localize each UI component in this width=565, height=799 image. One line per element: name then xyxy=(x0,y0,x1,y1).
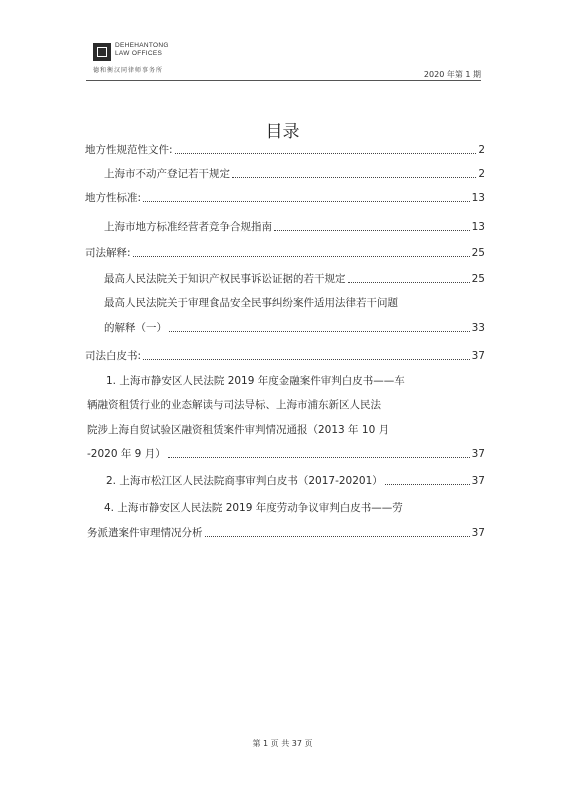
toc-entry-page: 25 xyxy=(471,247,485,259)
toc-entry-title: 上海市不动产登记若干规定 xyxy=(104,168,230,180)
toc-entry-page: 37 xyxy=(471,350,485,362)
leader-dots xyxy=(274,230,470,231)
toc-entry-title: 司法白皮书: xyxy=(85,350,142,362)
leader-dots xyxy=(385,484,470,485)
logo-mark-icon xyxy=(93,43,111,61)
toc-entry-page: 37 xyxy=(471,475,485,487)
toc-entry[interactable] xyxy=(104,220,485,234)
toc-entry-title-line: 辆融资租赁行业的业态解读与司法导标、上海市浦东新区人民法 xyxy=(87,399,381,411)
toc-entry-title-line: 最高人民法院关于审理食品安全民事纠纷案件适用法律若干问题 xyxy=(104,297,398,309)
toc-entry[interactable] xyxy=(104,167,485,181)
logo-text-en-2: LAW OFFICES xyxy=(115,50,163,57)
toc-entry[interactable] xyxy=(106,474,485,488)
toc-entry-title: 地方性规范性文件: xyxy=(85,144,173,156)
toc-entry[interactable] xyxy=(104,272,485,286)
toc-entry-title: 的解释（一） xyxy=(104,322,167,334)
leader-dots xyxy=(143,359,470,360)
toc-entry-page: 33 xyxy=(471,322,485,334)
header-divider xyxy=(86,80,481,81)
toc-entry[interactable] xyxy=(104,321,485,335)
leader-dots xyxy=(175,153,477,154)
toc-entry-title: 地方性标准: xyxy=(85,192,142,204)
toc-entry-title-line: 院涉上海自贸试验区融资租赁案件审判情况通报（2013 年 10 月 xyxy=(87,424,390,436)
toc-entry-page: 25 xyxy=(471,273,485,285)
toc-entry-page: 2 xyxy=(478,168,485,180)
leader-dots xyxy=(169,331,470,332)
toc-entry-title-line: 1. 上海市静安区人民法院 2019 年度金融案件审判白皮书——车 xyxy=(106,375,405,387)
toc-entry[interactable] xyxy=(85,191,485,205)
logo-text-cn: 德和衡汉同律师事务所 xyxy=(93,67,164,74)
toc-entry[interactable] xyxy=(87,447,485,461)
toc-entry-title-line: 4. 上海市静安区人民法院 2019 年度劳动争议审判白皮书——劳 xyxy=(104,502,403,514)
leader-dots xyxy=(133,256,470,257)
toc-entry-title: 最高人民法院关于知识产权民事诉讼证据的若干规定 xyxy=(104,273,346,285)
toc-entry-title: 上海市地方标准经营者竞争合规指南 xyxy=(104,221,272,233)
toc-entry-page: 13 xyxy=(471,192,485,204)
toc-entry[interactable] xyxy=(85,143,485,157)
toc-entry-page: 2 xyxy=(478,144,485,156)
toc-entry[interactable] xyxy=(87,526,485,540)
leader-dots xyxy=(168,457,470,458)
toc-entry-page: 37 xyxy=(471,527,485,539)
logo xyxy=(93,41,213,74)
leader-dots xyxy=(205,536,470,537)
toc-entry[interactable] xyxy=(85,349,485,363)
toc-entry-title: -2020 年 9 月） xyxy=(87,448,166,460)
toc-entry-title: 司法解释: xyxy=(85,247,131,259)
toc-title: 目录 xyxy=(265,122,300,142)
toc-entry-title: 2. 上海市松江区人民法院商事审判白皮书（2017-20201） xyxy=(106,475,383,487)
leader-dots xyxy=(348,282,470,283)
leader-dots xyxy=(143,201,470,202)
toc-entry-page: 37 xyxy=(471,448,485,460)
toc-entry[interactable] xyxy=(85,246,485,260)
toc-entry-title: 务派遣案件审理情况分析 xyxy=(87,527,203,539)
page-footer: 第 1 页 共 37 页 xyxy=(252,739,313,748)
leader-dots xyxy=(232,177,476,178)
toc-entry-page: 13 xyxy=(471,221,485,233)
logo-text-en-1: DEHEHANTONG xyxy=(115,42,169,49)
issue-label: 2020 年第 1 期 xyxy=(423,70,481,79)
